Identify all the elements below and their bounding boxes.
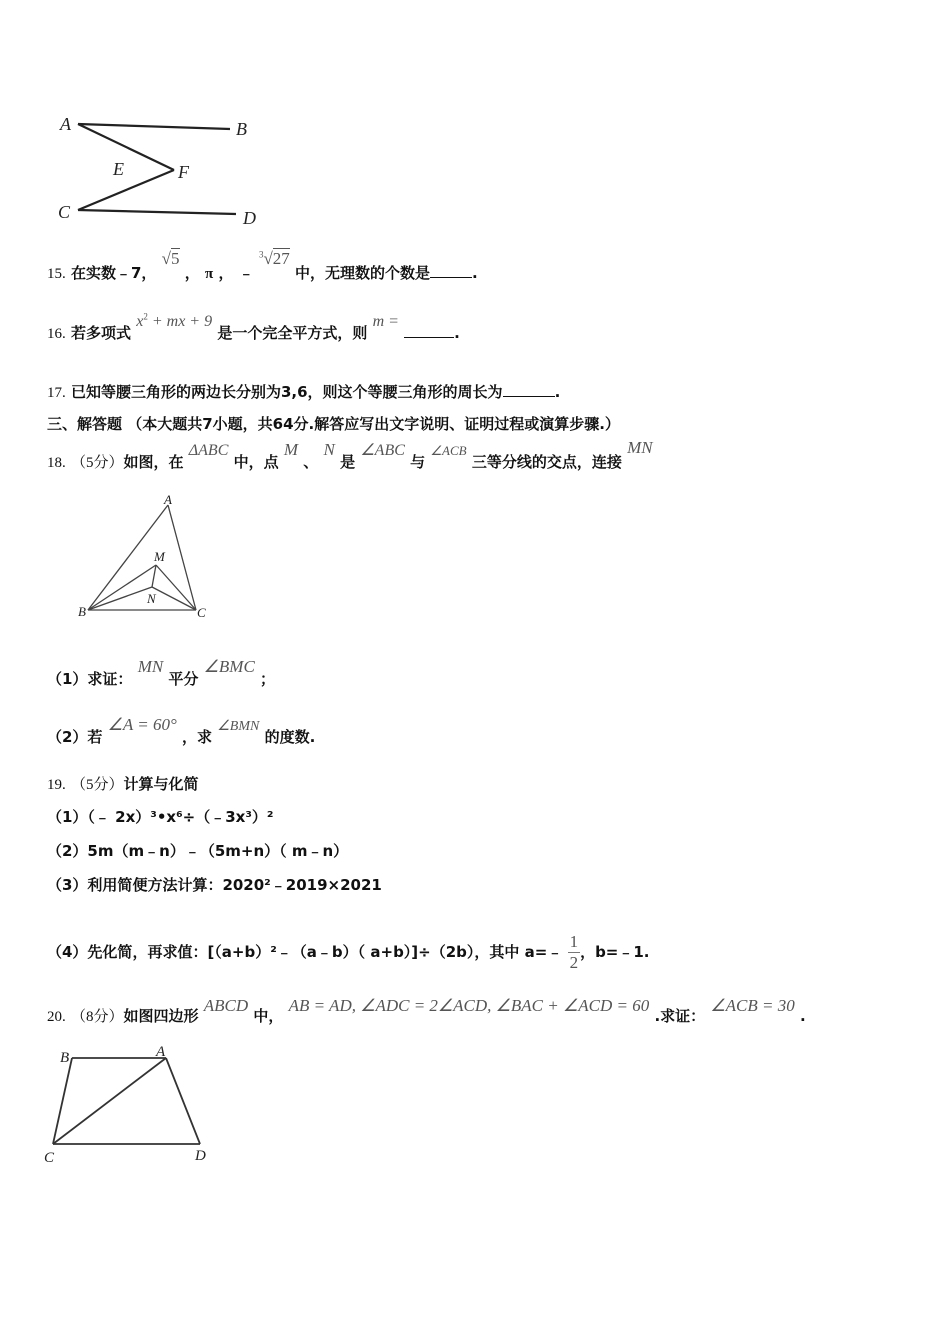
- q18-part-1: （1）求证： MN 平分 ∠BMC ；: [47, 657, 276, 688]
- fig18-label-B: B: [78, 604, 86, 619]
- fraction-one-half: $\frac{1}{2}$: [569, 932, 579, 972]
- q19-part-3: （3）利用简便方法计算：2020²﹣2019×2021: [47, 876, 382, 894]
- figure-q20: [40, 1044, 225, 1169]
- fig20-label-D: D: [195, 1148, 206, 1164]
- fig14-label-B: B: [236, 119, 247, 139]
- q19-part-1: （1）（﹣ 2x）³•x⁶÷（﹣3x³）²: [47, 808, 274, 826]
- fig14-label-C: C: [58, 202, 71, 222]
- figure-q18: [75, 490, 225, 625]
- polynomial: $x^2$ + mx + 9: [136, 311, 213, 330]
- answer-blank-16: [404, 323, 454, 338]
- fig18-label-N: N: [147, 591, 156, 606]
- q19-part-2: （2）5m（m﹣n）﹣（5m+n）（ m﹣n）: [47, 842, 349, 860]
- question-16: 16. 若多项式 $x^2$ + mx + 9 是一个完全平方式，则 m = .: [47, 311, 460, 342]
- q18-part-2: （2）若 ∠A = 60° ，求 ∠BMN 的度数.: [47, 715, 316, 746]
- sqrt5: √5: [161, 249, 180, 268]
- answer-blank-15: [430, 263, 472, 278]
- question-17: 17. 已知等腰三角形的两边长分别为3,6，则这个等腰三角形的周长为 .: [47, 383, 561, 401]
- fig20-label-B: B: [60, 1050, 70, 1066]
- fig20-label-C: C: [44, 1150, 55, 1166]
- question-18: 18. （5分）如图，在 ΔABC 中，点 M 、 N 是 ∠ABC 与 ∠ACB 三等分线的交点，连接 MN: [47, 438, 653, 471]
- fig18-label-M: M: [154, 549, 165, 564]
- cbrt27: $^3$√27: [258, 249, 290, 268]
- question-15: 15. 在实数﹣7， √5 ， π ， ﹣ $^3$√27 中，无理数的个数是 .: [47, 249, 478, 282]
- fig14-label-D: D: [243, 208, 256, 228]
- q19-part-4: （4）先化简，再求值：[（a+b）²﹣（a﹣b）（ a+b）]÷（2b），其中 a=﹣ $\frac{1}{2}$ ，b=﹣1.: [47, 932, 650, 972]
- figure-q14: [50, 108, 280, 233]
- fig14-label-A: A: [60, 114, 71, 134]
- fig18-label-A: A: [164, 492, 172, 507]
- section-3-heading: 三、解答题 （本大题共7小题，共64分.解答应写出文字说明、证明过程或演算步骤.）: [47, 415, 620, 433]
- question-19: 19. （5分）计算与化简: [47, 775, 199, 793]
- answer-blank-17: [503, 382, 555, 397]
- question-20: 20. （8分）如图四边形 ABCD 中， AB = AD, ∠ADC = 2∠ACD, ∠BAC + ∠ACD = 60 .求证： ∠ACB = 30 .: [47, 996, 806, 1025]
- fig14-label-E: E: [113, 159, 124, 179]
- fig20-label-A: A: [156, 1044, 166, 1060]
- fig14-label-F: F: [178, 162, 189, 182]
- fig18-label-C: C: [197, 605, 206, 620]
